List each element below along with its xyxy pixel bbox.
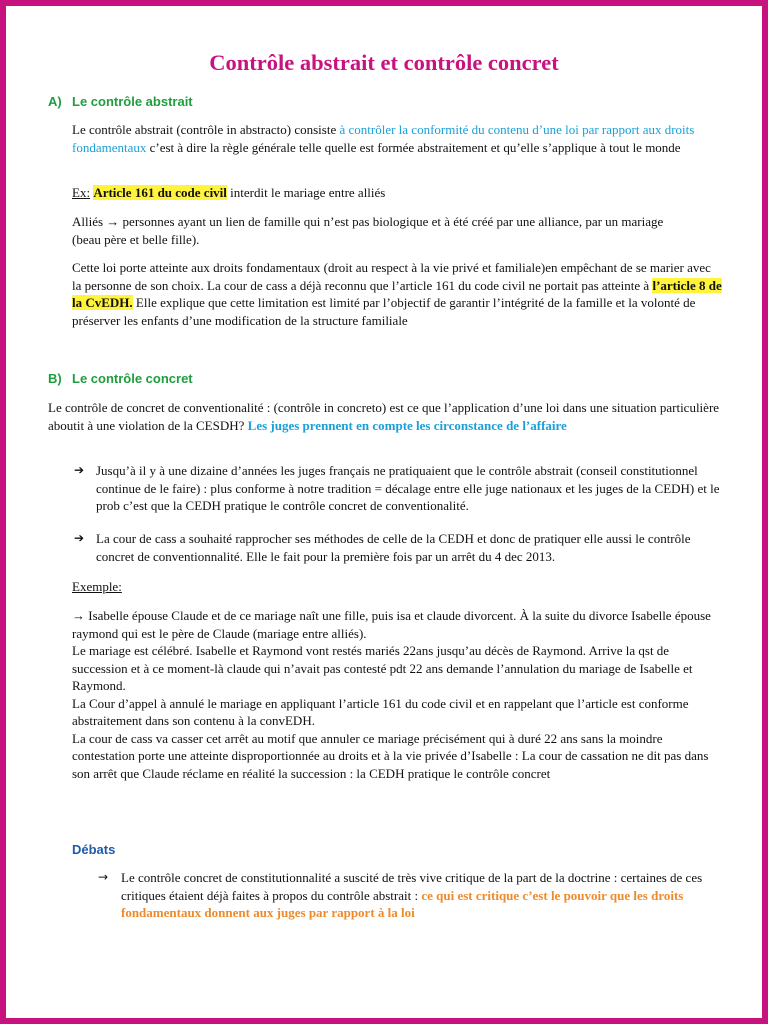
example-label: Ex:: [72, 185, 91, 200]
bullet-item-1: Jusqu’à il y à une dizaine d’années les juges français ne pratiquaient que le contrôle abstrait (conseil constitutionnel continue de le faire) : plus conforme à notre tradition = décalage entre elle juge nationaux et les juges de la CEDH) et le prob c’est que la CEDH pratique le contrôle concret de conventionalité.: [96, 463, 720, 513]
text: interdit le mariage entre alliés: [226, 185, 386, 200]
exemple-label: Exemple:: [72, 579, 122, 594]
text: Le contrôle de concret de conventionalité : (contrôle in concreto) est ce que l’application d’une loi dans une situation particulière aboutit à une violation de la CESDH?: [48, 400, 720, 433]
highlighted-circonstances: Les juges prennent en compte les circonstance de l’affaire: [247, 417, 567, 433]
paragraph-atteinte: [72, 259, 722, 329]
exemple-line: La Cour d’appel à annulé le mariage en appliquant l’article 161 du code civil et en rappelant que l’article est conforme abstraitement dans son contenu à la convEDH.: [72, 695, 689, 728]
arrow-bullet-icon: ➔: [74, 463, 85, 477]
text: c’est à dire la règle générale telle quelle est formée abstraitement et qu’elle s’applique à tout le monde: [146, 139, 681, 155]
paragraph-allies: Alliés → personnes ayant un lien de famille qui n’est pas biologique et à été créé par une alliance, par un mariage (beau père et belle fille).: [72, 214, 664, 247]
exemple-body: [72, 607, 722, 782]
arrow-bullet-icon: ➔: [74, 531, 85, 545]
section-a-letter: A): [48, 94, 62, 109]
section-b-title: Le contrôle concret: [72, 371, 193, 386]
page-title: Contrôle abstrait et contrôle concret: [209, 50, 559, 75]
section-a-heading: [48, 94, 193, 109]
section-b-letter: B): [48, 371, 62, 386]
debats-heading: Débats: [72, 842, 116, 857]
section-b-heading: [48, 371, 193, 386]
exemple-line: Le mariage est célébré. Isabelle et Raymond vont restés mariés 22ans jusqu’au décès de Raymond. Arrive la qst de succession et à ce moment-là claude qui n’avait pas contesté pdt 22 ans demande l’annulation du mariage de Isabelle et Raymond.: [72, 643, 693, 693]
text: Cette loi porte atteinte aux droits fondamentaux (droit au respect à la vie privé et familiale)en empêchant de se marier avec la personne de son choix. La cour de cass a déjà reconnu que l’article 161 du code civil ne portait pas atteinte à: [72, 260, 711, 293]
highlighted-definition: à contrôler la conformité du contenu d’une loi par rapport aux droits fondamentaux: [72, 122, 695, 155]
highlighted-critique: ce qui est critique c’est le pouvoir que les droits fondamentaux donnent aux juges par rapport à la loi: [121, 887, 684, 920]
bullet-item-2: La cour de cass a souhaité rapprocher ses méthodes de celle de la CEDH et donc de pratiquer elle aussi le contrôle concret de conventionnalité. Elle le fait pour la première fois par un arrêt du 4 dec 2013.: [96, 531, 691, 564]
arrow-right-icon: →: [98, 870, 109, 884]
paragraph-example: [72, 184, 722, 202]
article-8-highlight: l’article 8 de la CvEDH.: [72, 277, 722, 310]
exemple-line: → Isabelle épouse Claude et de ce mariage naît une fille, puis isa et claude divorcent. À la suite du divorce Isabelle épouse raymond qui est le père de Claude (mariage entre alliés).: [72, 608, 711, 641]
exemple-line: La cour de cass va casser cet arrêt au motif que annuler ce mariage précisément qui à duré 22 ans sans la moindre contestation porte une atteinte disproportionnée au droits et à la vie privée d’Isabelle : La cour de cassation ne dit pas dans son arrêt que Claude réclame en réalité la succession : la CEDH pratique le contrôle concret: [72, 730, 709, 781]
text: Elle explique que cette limitation est limité par l’objectif de garantir l’intégrité de la famille et la volonté de préserver les enfants d’une modification de la structure familiale: [72, 295, 696, 328]
text: Le contrôle concret de constitutionnalité a suscité de très vive critique de la part de la doctrine : certaines de ces critiques étaient déjà faites à propos du contrôle abstrait :: [121, 870, 703, 903]
text: Le contrôle abstrait (contrôle in abstracto) consiste: [72, 122, 340, 137]
paragraph-abstrait-definition: [72, 121, 722, 156]
article-highlight: Article 161 du code civil: [93, 185, 227, 200]
section-a-title: Le contrôle abstrait: [72, 94, 193, 109]
debats-paragraph: [121, 869, 721, 922]
paragraph-concret-definition: [48, 399, 722, 434]
